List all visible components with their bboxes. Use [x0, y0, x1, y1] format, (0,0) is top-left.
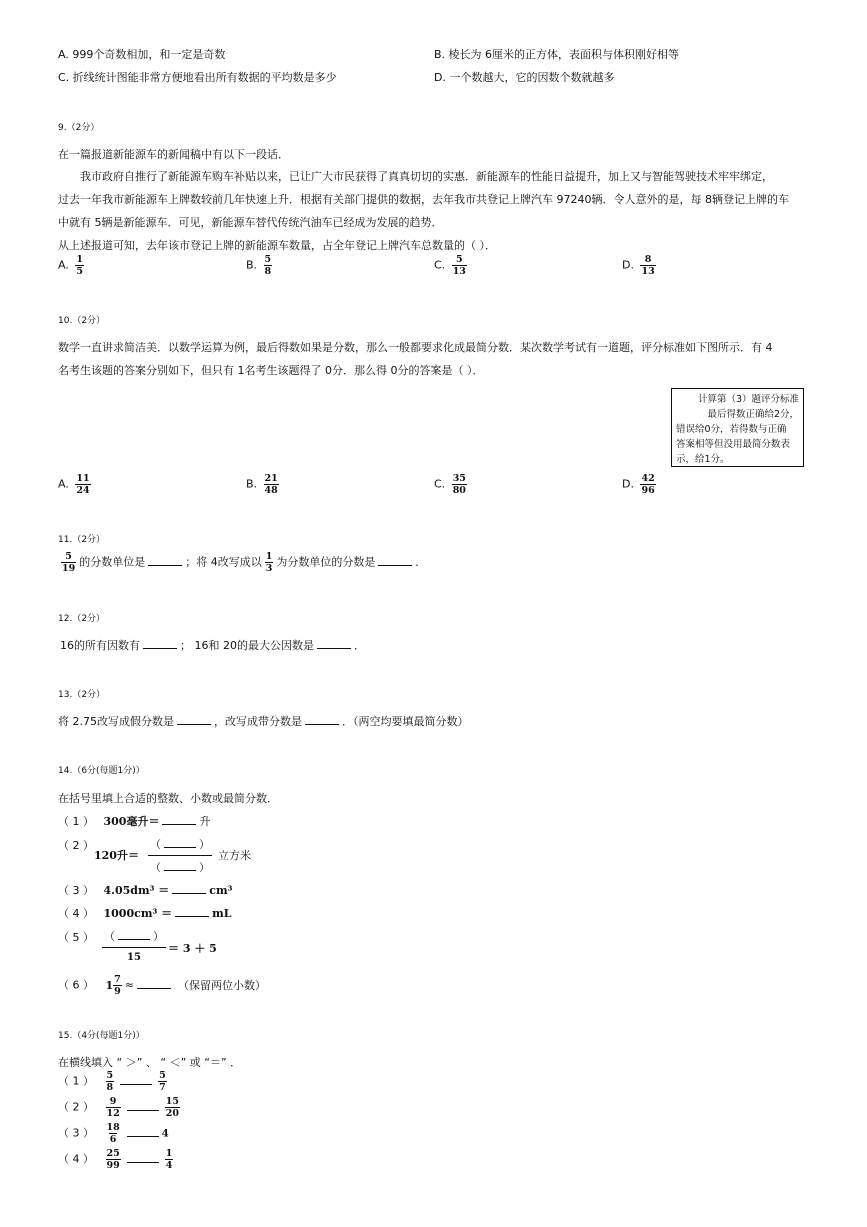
numerator: 42 [641, 473, 655, 484]
denominator: 24 [76, 484, 90, 496]
numerator: 5 [159, 1070, 166, 1081]
fraction-right [165, 1149, 174, 1170]
q8-option-d[interactable]: D. 一个数越大，它的因数个数就越多 [434, 71, 615, 84]
q12-number: 12.（2分） [58, 614, 106, 624]
denominator: 96 [641, 484, 655, 496]
q14-item-2-unit: 立方米 [218, 849, 251, 862]
q14-item-4 [58, 905, 231, 921]
text: ，改写成带分数是 [214, 715, 302, 728]
numerator: 18 [106, 1122, 120, 1133]
note: （保留两位小数） [178, 978, 266, 992]
item-index: （ 4 ） [58, 907, 94, 920]
answer-blank[interactable] [127, 1126, 159, 1137]
paren-close: ） [199, 861, 210, 874]
q14-item-6 [58, 975, 266, 996]
item-index: （ 1 ） [58, 815, 94, 828]
numerator: 5 [65, 551, 72, 562]
paren-open: （ [104, 930, 115, 943]
denominator: 6 [109, 1133, 117, 1145]
fraction [452, 474, 467, 495]
paren-open: （ [150, 838, 161, 851]
fraction [264, 474, 279, 495]
criteria-line: 最后得数正确给2分， [707, 409, 799, 420]
numerator: 5 [455, 254, 463, 265]
answer-blank[interactable] [175, 906, 209, 917]
criteria-line: 计算第（3）题评分标准 [697, 394, 799, 405]
answer-blank[interactable] [127, 1152, 159, 1163]
grading-criteria-box [671, 388, 804, 467]
q10-number: 10.（2分） [58, 316, 106, 326]
q9-option-a[interactable] [58, 255, 87, 276]
option-label: D. [622, 477, 634, 491]
q15-number: 15.（4分(每题1分)） [58, 1031, 145, 1041]
fraction [640, 474, 655, 495]
q9-line-4: 中就有 5辆是新能源车．可见，新能源车替代传统汽油车已经成为发展的趋势． [58, 216, 443, 229]
q14-item-2-expression: 120升＝ [94, 849, 139, 862]
option-label: A. [58, 477, 69, 491]
denominator: 12 [106, 1107, 120, 1119]
q15-intro: 在横线填入 “ ＞” 、 “ ＜” 或 “＝” ． [58, 1056, 242, 1069]
q10-option-d[interactable] [622, 474, 659, 495]
text: ； 16和 20的最大公因数是 [180, 639, 314, 652]
fraction [113, 975, 122, 996]
q11-line [58, 552, 426, 573]
option-label: C. [434, 477, 446, 491]
paren-close: ） [153, 930, 164, 943]
fraction-left [106, 1071, 115, 1092]
unit: 升 [199, 815, 211, 828]
q15-row-3 [58, 1123, 169, 1144]
q10-option-b[interactable] [246, 474, 282, 495]
fraction [265, 552, 274, 573]
answer-blank-numerator[interactable] [164, 837, 196, 848]
q14-number: 14.（6分(每题1分)） [58, 766, 145, 776]
text: ． [415, 555, 427, 569]
answer-blank[interactable] [177, 714, 211, 725]
answer-blank[interactable] [143, 638, 177, 649]
denominator: 99 [106, 1159, 120, 1171]
q9-option-c[interactable] [434, 255, 470, 276]
denominator: 8 [264, 265, 272, 277]
q14-item-2-fraction [148, 836, 212, 875]
answer-blank[interactable] [172, 883, 206, 894]
q8-option-c[interactable]: C. 折线统计图能非常方便地看出所有数据的平均数是多少 [58, 71, 337, 84]
q13-number: 13.（2分） [58, 690, 106, 700]
text: 将 2.75改写成假分数是 [58, 715, 174, 728]
denominator: 19 [62, 562, 76, 574]
denominator: 80 [452, 484, 466, 496]
q14-item-3 [58, 882, 232, 898]
option-label: B. [246, 258, 258, 272]
denominator: 20 [165, 1107, 179, 1119]
text: 16的所有因数有 [60, 639, 140, 652]
q14-item-5-fraction [102, 928, 166, 963]
paren-open: （ [150, 861, 161, 874]
denominator: 13 [641, 265, 655, 277]
fraction-left [106, 1123, 121, 1144]
q10-line-2: 名考生该题的答案分别如下，但只有 1名考生该题得了 0分．那么得 0分的答案是（ ）． [58, 364, 484, 377]
unit: cm³ [209, 884, 233, 897]
denominator: 9 [114, 985, 121, 997]
answer-blank[interactable] [162, 814, 196, 825]
item-index: （ 3 ） [58, 1126, 94, 1140]
expression: 1000cm³ ＝ [103, 907, 173, 920]
q12-line [60, 637, 365, 653]
numerator: 1 [165, 1148, 173, 1159]
q15-row-4 [58, 1149, 176, 1170]
answer-blank[interactable] [305, 714, 339, 725]
text: ；将 4改写成以 [185, 555, 262, 569]
option-label: A. [58, 258, 69, 272]
q11-number: 11.（2分） [58, 535, 106, 545]
numerator: 21 [264, 473, 278, 484]
q13-line [58, 713, 469, 729]
q8-option-a[interactable]: A. 999个奇数相加，和一定是奇数 [58, 48, 226, 61]
numerator: 35 [452, 473, 466, 484]
option-label: C. [434, 258, 446, 272]
q14-item-1 [58, 813, 210, 829]
q10-line-1: 数学一直讲求简洁美．以数学运算为例，最后得数如果是分数，那么一般都要求化成最简分数．某次数学考试有一道题，评分标准如下图所示．有 4 [58, 341, 773, 354]
denominator: 48 [264, 484, 278, 496]
unit: mL [212, 907, 232, 920]
denominator: 15 [102, 947, 166, 963]
numerator: 9 [109, 1096, 117, 1107]
numerator: 7 [114, 974, 121, 985]
q15-row-1 [58, 1071, 170, 1092]
fraction [75, 255, 84, 276]
q10-option-a[interactable] [58, 474, 94, 495]
item-index: （ 3 ） [58, 884, 94, 897]
answer-blank-numerator[interactable] [118, 929, 150, 940]
q14-item-5-index: （ 5 ） [58, 931, 94, 944]
expression: 4.05dm³ ＝ [103, 884, 170, 897]
mixed-whole: 1 [105, 978, 114, 992]
answer-blank[interactable] [148, 555, 182, 566]
item-index: （ 6 ） [58, 978, 94, 992]
q9-line-3: 过去一年我市新能源车上牌数较前几年快速上升．根据有关部门提供的数据，去年我市共登记上牌汽车 97240辆．令人意外的是，每 8辆登记上牌的车 [58, 193, 789, 206]
item-index: （ 4 ） [58, 1152, 94, 1166]
fraction-right [165, 1097, 180, 1118]
fraction [264, 255, 273, 276]
criteria-line: 错误给0分，若得数与正确 [676, 424, 787, 435]
answer-blank[interactable] [137, 978, 171, 989]
numerator: 1 [265, 551, 273, 562]
option-label: D. [622, 258, 634, 272]
item-index: （ 2 ） [58, 1100, 94, 1114]
q9-option-b[interactable] [246, 255, 275, 276]
text: ．（两空均要填最简分数） [342, 715, 469, 728]
answer-blank-denominator[interactable] [164, 860, 196, 871]
q14-intro: 在括号里填上合适的整数、小数或最简分数． [58, 792, 278, 805]
numerator: 8 [644, 254, 652, 265]
numerator: 5 [264, 254, 272, 265]
right-value: 4 [161, 1128, 169, 1140]
answer-blank[interactable] [317, 638, 351, 649]
answer-blank[interactable] [127, 1100, 159, 1111]
fraction [75, 474, 90, 495]
q9-line-5: 从上述报道可知，去年该市登记上牌的新能源车数量，占全年登记上牌汽车总数量的（ ）． [58, 239, 496, 252]
denominator: 8 [106, 1081, 114, 1093]
approx-sign: ≈ [124, 978, 134, 992]
q9-line-1: 在一篇报道新能源车的新闻稿中有以下一段话． [58, 148, 289, 161]
fraction-left [106, 1149, 121, 1170]
denominator: 5 [76, 265, 83, 277]
denominator: 13 [452, 265, 466, 277]
denominator: 4 [165, 1159, 173, 1171]
text: 为分数单位的分数是 [276, 555, 376, 569]
numerator: 1 [76, 254, 83, 265]
fraction-right [158, 1071, 167, 1092]
criteria-line: 示，给1分。 [676, 454, 730, 465]
fraction-left [106, 1097, 121, 1118]
numerator: 25 [106, 1148, 120, 1159]
answer-blank[interactable] [120, 1074, 152, 1085]
paren-close: ） [199, 838, 210, 851]
fraction [452, 255, 467, 276]
numerator: 11 [76, 473, 90, 484]
text: 的分数单位是 [79, 555, 146, 569]
q15-row-2 [58, 1097, 183, 1118]
numerator: 5 [106, 1070, 114, 1081]
q8-option-b[interactable]: B. 棱长为 6厘米的正方体，表面积与体积刚好相等 [434, 48, 680, 61]
fraction [640, 255, 655, 276]
answer-blank[interactable] [378, 555, 412, 566]
q14-item-5-expression: ＝ 3 ＋ 5 [168, 942, 217, 955]
q9-line-2: 我市政府自推行了新能源车购车补贴以来，已让广大市民获得了真真切切的实惠．新能源车的性能日益提升，加上又与智能驾驶技术牢牢绑定， [80, 170, 773, 183]
text: ． [354, 639, 365, 652]
q10-option-c[interactable] [434, 474, 470, 495]
denominator: 7 [159, 1081, 166, 1093]
fraction [61, 552, 76, 573]
criteria-line: 答案相等但没用最简分数表 [676, 439, 791, 450]
item-index: （ 1 ） [58, 1074, 94, 1088]
q9-number: 9.（2分） [58, 123, 100, 133]
expression: 300毫升＝ [103, 815, 160, 828]
q14-item-2-index: （ 2 ） [58, 839, 94, 852]
q9-option-d[interactable] [622, 255, 659, 276]
option-label: B. [246, 477, 258, 491]
denominator: 3 [265, 562, 273, 574]
numerator: 15 [165, 1096, 179, 1107]
